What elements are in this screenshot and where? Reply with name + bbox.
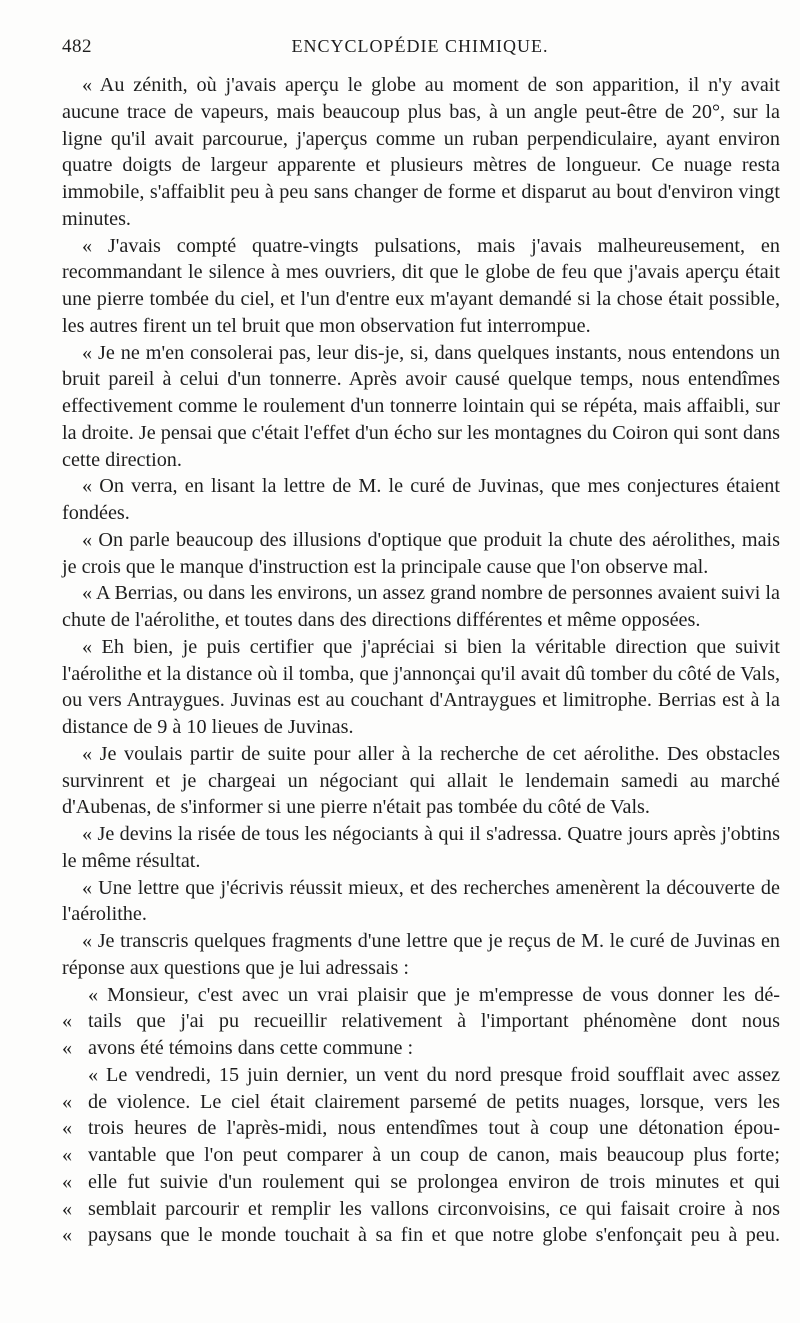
paragraph: « On verra, en lisant la lettre de M. le curé de Juvinas, que mes conjectures étaient fondées. [62,475,780,524]
guillemet-mark: « [62,1117,73,1140]
guillemet-mark: « [62,1090,73,1113]
guillemet-mark: « [62,1037,73,1059]
quote-line: « elle fut suivie d'un roulement qui se prolongea environ de trois minutes et qui [62,1169,780,1196]
paragraph: « Eh bien, je puis certifier que j'apréciai si bien la véritable direction que suivit l'aérolithe et la distance où il tomba, que j'annonçai qu'il avait dû tomber du côté de Vals, ou vers Antraygues. Juvinas est au couchant d'Antraygues et limitrophe. Berrias est à la distance de 9 à 10 lieues de Juvinas. [62,635,781,738]
page-header [62,36,778,66]
quote-line: « semblait parcourir et remplir les vallons circonvoisins, ce qui faisait croire à nos [62,1196,780,1223]
quote-line: « Monsieur, c'est avec un vrai plaisir que je m'empresse de vous donner les dé- [88,983,780,1006]
quote-line: « paysans que le monde touchait à sa fin et que notre globe s'enfonçait peu à peu. [62,1222,780,1249]
guillemet-mark: « [62,1224,73,1247]
quoted-letter-body [62,1062,780,1249]
page-number: 482 [62,36,92,57]
paragraph: « Je voulais partir de suite pour aller à la recherche de cet aérolithe. Des obstacles survinrent et je chargeai un négociant qui allait le lendemain samedi au marché d'Aubenas, de s'informer si une pierre n'était pas tombée du côté de Vals. [62,742,780,819]
paragraph: « A Berrias, ou dans les environs, un assez grand nombre de personnes avaient suivi la chute de l'aérolithe, et toutes dans des directions différentes et même opposées. [62,582,780,631]
paragraph: « On parle beaucoup des illusions d'optique que produit la chute des aérolithes, mais je crois que le manque d'instruction est la principale cause que l'on observe mal. [62,528,780,578]
quoted-letter-intro [62,982,780,1062]
guillemet-mark: « [62,1010,73,1033]
paragraph: « J'avais compté quatre-vingts pulsations, mais j'avais malheureusement, en recommandant le silence à mes ouvriers, dit que le globe de feu que j'avais aperçu était une pierre tombée du ciel, et l'un d'entre eux m'ayant demandé si la chose était possible, les autres firent un tel bruit que mon observation fut interrompue. [62,234,780,337]
quote-line: « tails que j'ai pu recueillir relativement à l'important phénomène dont nous [62,1008,780,1035]
quote-line: « vantable que l'on peut comparer à un coup de canon, mais beaucoup plus forte; [62,1142,780,1169]
guillemet-mark: « [62,1170,73,1193]
guillemet-mark: « [62,1197,73,1220]
paragraph: « Une lettre que j'écrivis réussit mieux, et des recherches amenèrent la découverte de l'aérolithe. [62,876,780,926]
body-text [62,72,780,1249]
quote-line: « de violence. Le ciel était clairement parsemé de petits nuages, lorsque, vers les [62,1089,780,1116]
paragraph: « Je transcris quelques fragments d'une lettre que je reçus de M. le curé de Juvinas en réponse aux questions que je lui adressais : [62,930,780,979]
quote-line: « trois heures de l'après-midi, nous entendîmes tout à coup une détonation épou- [62,1115,780,1142]
paragraph: « Je ne m'en consolerai pas, leur dis-je, si, dans quelques instants, nous entendons un bruit pareil à celui d'un tonnerre. Après avoir causé quelque temps, nous entendîmes effectivement comme le roulement d'un tonnerre lointain qui se répéta, mais affaibli, sur la droite. Je pensai que c'était l'effet d'un écho sur les montagnes du Coiron qui sont dans cette direction. [62,341,780,471]
quote-line: « avons été témoins dans cette commune : [62,1035,780,1062]
paragraph: « Au zénith, où j'avais aperçu le globe au moment de son apparition, il n'y avait aucune trace de vapeurs, mais beaucoup plus bas, à un angle peut-être de 20°, sur la ligne qu'il avait parcourue, j'aperçus comme un ruban perpendiculaire, ayant environ quatre doigts de largeur apparente et plusieurs mètres de longueur. Ce nuage resta immobile, s'affaiblit peu à peu sans changer de forme et disparut au bout d'environ vingt minutes. [62,74,780,230]
quote-line: « Le vendredi, 15 juin dernier, un vent du nord presque froid soufflait avec assez [88,1063,780,1086]
guillemet-mark: « [62,1144,73,1166]
paragraph: « Je devins la risée de tous les négociants à qui il s'adressa. Quatre jours après j'obtins le même résultat. [62,823,780,872]
running-title: ENCYCLOPÉDIE CHIMIQUE. [291,36,549,56]
